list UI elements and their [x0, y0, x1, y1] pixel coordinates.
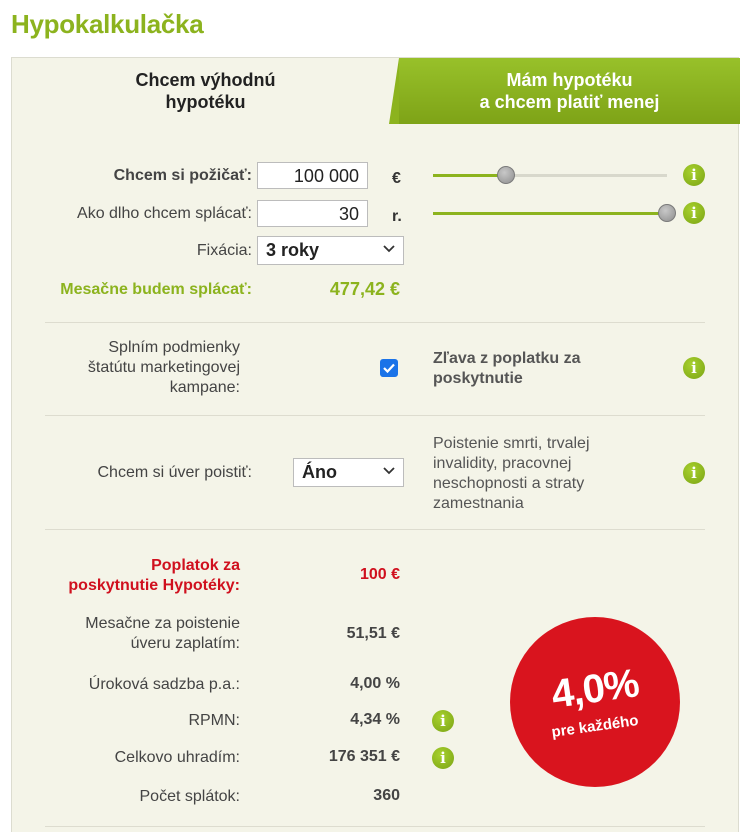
discount-line1: Zľava z poplatku za: [433, 350, 581, 367]
insurance-note-line3: neschopnosti a straty: [433, 475, 585, 492]
insurance-info-icon[interactable]: i: [683, 462, 705, 484]
amount-slider-handle[interactable]: [497, 166, 515, 184]
amount-unit: €: [392, 170, 401, 187]
badge-subtitle: pre každého: [550, 711, 640, 742]
insurance-cost-label-line2: úveru zaplatím:: [130, 635, 240, 652]
divider: [45, 415, 705, 416]
rpmn-info-icon[interactable]: i: [432, 710, 454, 732]
insurance-selected-value: Áno: [302, 462, 337, 482]
badge-rate: 4,0%: [548, 661, 642, 717]
fixation-label: Fixácia:: [196, 242, 252, 259]
insurance-cost-label: [85, 614, 240, 654]
insurance-select[interactable]: [293, 458, 404, 487]
tab-have-mortgage[interactable]: [399, 58, 740, 124]
rpmn-value: 4,34 %: [350, 711, 400, 728]
amount-label: Chcem si požičať:: [113, 167, 252, 184]
total-value: 176 351 €: [328, 748, 400, 765]
duration-slider-fill: [433, 212, 667, 215]
rate-promo-badge: [510, 617, 680, 787]
tab-label-line2: hypotéku: [165, 92, 246, 112]
fixation-select[interactable]: [257, 236, 404, 265]
fee-value: 100 €: [359, 566, 400, 583]
insurance-label: Chcem si úver poistiť:: [97, 464, 252, 481]
campaign-label: [88, 338, 240, 398]
payments-count-value: 360: [373, 787, 400, 804]
insurance-note-line1: Poistenie smrti, trvalej: [433, 435, 590, 452]
checkmark-icon: [382, 361, 396, 375]
tab-want-mortgage[interactable]: [12, 58, 399, 124]
amount-input[interactable]: 100 000: [257, 162, 368, 189]
fixation-selected-value: 3 roky: [266, 240, 320, 260]
duration-input[interactable]: 30: [257, 200, 368, 227]
chevron-down-icon: [383, 464, 395, 476]
interest-rate-value: 4,00 %: [350, 675, 400, 692]
insurance-note-line2: invalidity, pracovnej: [433, 455, 572, 472]
tab-label-line2: a chcem platiť menej: [479, 92, 660, 112]
rpmn-label: RPMN:: [188, 712, 240, 729]
duration-slider-handle[interactable]: [658, 204, 676, 222]
monthly-payment-value: 477,42 €: [329, 279, 400, 299]
total-label: Celkovo uhradím:: [114, 749, 240, 766]
interest-rate-label: Úroková sadzba p.a.:: [88, 676, 240, 693]
fee-label-line2: poskytnutie Hypotéky:: [68, 577, 240, 594]
campaign-checkbox[interactable]: [380, 359, 398, 377]
fee-label: [68, 556, 240, 596]
campaign-label-line1: Splním podmienky: [108, 339, 240, 356]
insurance-note: [433, 434, 590, 514]
amount-slider[interactable]: [433, 174, 667, 177]
discount-text: [433, 349, 581, 389]
chevron-down-icon: [383, 242, 395, 254]
page-title: Hypokalkulačka: [11, 9, 204, 39]
duration-unit: r.: [392, 208, 402, 225]
amount-slider-fill: [433, 174, 506, 177]
duration-slider[interactable]: [433, 212, 667, 215]
divider: [45, 322, 705, 323]
duration-info-icon[interactable]: i: [683, 202, 705, 224]
divider: [45, 529, 705, 530]
amount-info-icon[interactable]: i: [683, 164, 705, 186]
insurance-note-line4: zamestnania: [433, 495, 524, 512]
insurance-cost-label-line1: Mesačne za poistenie: [85, 615, 240, 632]
insurance-cost-value: 51,51 €: [346, 625, 400, 642]
discount-line2: poskytnutie: [433, 370, 523, 387]
divider: [45, 826, 705, 827]
campaign-info-icon[interactable]: i: [683, 357, 705, 379]
campaign-label-line2: štatútu marketingovej: [87, 359, 240, 376]
monthly-payment-label: Mesačne budem splácať:: [60, 281, 252, 298]
tab-label-line1: Mám hypotéku: [506, 70, 633, 90]
fee-label-line1: Poplatok za: [151, 557, 240, 574]
total-info-icon[interactable]: i: [432, 747, 454, 769]
payments-count-label: Počet splátok:: [139, 788, 240, 805]
duration-label: Ako dlho chcem splácať:: [77, 205, 252, 222]
tab-label-line1: Chcem výhodnú: [135, 70, 276, 90]
campaign-label-line3: kampane:: [169, 379, 240, 396]
